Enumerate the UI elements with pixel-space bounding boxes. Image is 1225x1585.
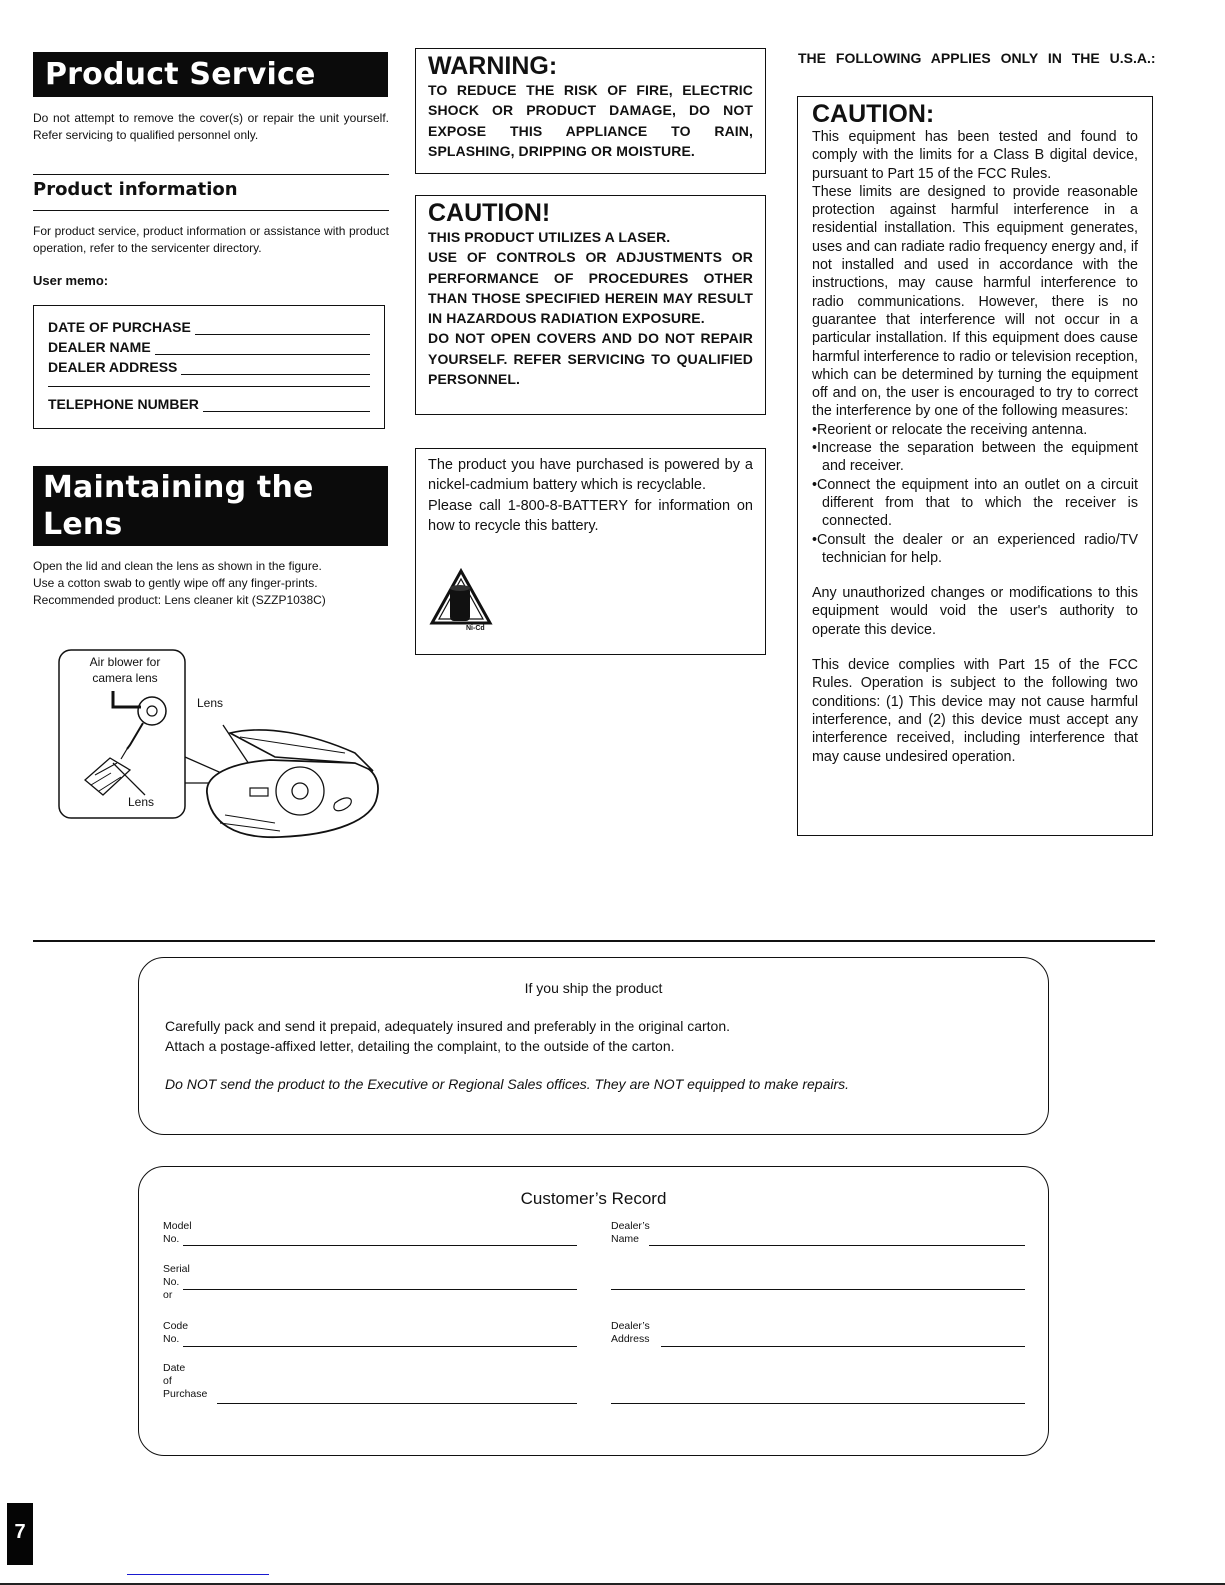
field-label: No.	[163, 1276, 180, 1288]
memo-address-continuation-line[interactable]	[48, 375, 370, 387]
code-no-line[interactable]	[183, 1346, 577, 1347]
lens-label: Lens	[197, 696, 224, 710]
battery-call-text: Please call 1-800-8-BATTERY for information on how to recycle this battery.	[428, 497, 753, 534]
fcc-paragraph: This equipment has been tested and found to comply with the limits for a Class B digital device, pursuant to Part 15 of the FCC Rules.	[812, 129, 1138, 182]
record-field-serial-no[interactable]	[163, 1263, 190, 1302]
field-label: or	[163, 1289, 173, 1301]
warning-box	[415, 48, 766, 174]
memo-field-dealer-name[interactable]	[48, 335, 370, 355]
heading-line: Maintaining the	[43, 470, 314, 505]
product-service-text: Do not attempt to remove the cover(s) or repair the unit yourself. Refer servicing to qualified personnel only.	[33, 111, 389, 142]
maintaining-lens-heading	[33, 466, 388, 546]
field-label: Dealer’s	[611, 1320, 650, 1332]
maintaining-lens-text	[33, 558, 393, 609]
memo-label: DATE OF PURCHASE	[48, 319, 191, 335]
laser-caution-title: CAUTION!	[428, 199, 551, 227]
field-label: No.	[163, 1233, 180, 1245]
fcc-bullet: •Connect the equipment into an outlet on a circuit different from that to which the receiver is connected.	[812, 476, 1138, 530]
laser-caution-line: THIS PRODUCT UTILIZES A LASER.	[428, 229, 671, 245]
divider	[33, 210, 389, 211]
record-field-dealer-address[interactable]	[611, 1320, 650, 1346]
fcc-text	[812, 128, 1138, 766]
fcc-paragraph: These limits are designed to provide reasonable protection against harmful interference in a residential installation. This equipment generates, uses and can radiate radio frequency energy and, if not installed and used in accordance with the instructions, may cause harmful interference to radio communications. However, there is no guarantee that interference will not occur in a particular installation. If this equipment does cause harmful interference to radio or television reception, which can be determined by turning the equipment off and on, the user is encouraged to try to correct the interference by one of the following measures:	[812, 183, 1138, 420]
record-field-model-no[interactable]	[163, 1220, 192, 1246]
date-of-purchase-line[interactable]	[217, 1403, 577, 1404]
product-information-heading: Product information	[33, 179, 238, 200]
shipping-instructions	[165, 1016, 1022, 1056]
record-field-code-no[interactable]	[163, 1320, 188, 1346]
warning-text: TO REDUCE THE RISK OF FIRE, ELECTRIC SHOCK OR PRODUCT DAMAGE, DO NOT EXPOSE THIS APPLIANCE TO RAIN, SPLASHING, DRIPPING OR MOISTURE.	[428, 82, 753, 159]
memo-input-line[interactable]	[195, 320, 370, 335]
memo-field-date-of-purchase[interactable]	[48, 315, 370, 335]
field-label: Address	[611, 1333, 650, 1345]
memo-label: TELEPHONE NUMBER	[48, 396, 199, 412]
user-memo-box	[33, 305, 385, 429]
fcc-bullet: •Consult the dealer or an experienced radio/TV technician for help.	[812, 531, 1138, 566]
fcc-caution-box	[797, 96, 1153, 836]
instruction-line: Use a cotton swab to gently wipe off any finger-prints.	[33, 576, 318, 590]
dealer-address-line-2[interactable]	[611, 1403, 1025, 1404]
model-no-line[interactable]	[183, 1245, 577, 1246]
laser-caution-box	[415, 195, 766, 415]
field-label: Name	[611, 1233, 640, 1245]
lens-cleaning-figure	[55, 645, 385, 845]
memo-input-line[interactable]	[155, 340, 370, 355]
page-number: 7	[7, 1503, 33, 1565]
field-label: Date	[163, 1362, 186, 1374]
record-field-dealer-name[interactable]	[611, 1220, 650, 1246]
battery-recycle-box	[415, 448, 766, 655]
memo-label: DEALER ADDRESS	[48, 359, 178, 375]
fcc-bullet: •Reorient or relocate the receiving antenna.	[812, 421, 1088, 438]
field-label: Purchase	[163, 1388, 208, 1400]
laser-caution-line: USE OF CONTROLS OR ADJUSTMENTS OR PERFORMANCE OF PROCEDURES OTHER THAN THOSE SPECIFIED HEREIN MAY RESULT IN HAZARDOUS RADIATION EXPOSURE.	[428, 249, 753, 327]
laser-caution-line: DO NOT OPEN COVERS AND DO NOT REPAIR YOURSELF. REFER SERVICING TO QUALIFIED PERSONNEL.	[428, 330, 753, 388]
user-memo-label: User memo:	[33, 273, 109, 288]
lens-label: Lens	[128, 795, 155, 809]
customer-record-title: Customer’s Record	[520, 1189, 667, 1208]
field-label: Dealer’s	[611, 1220, 650, 1232]
usa-only-heading: THE FOLLOWING APPLIES ONLY IN THE U.S.A.:	[798, 50, 1156, 66]
field-label: Model	[163, 1220, 192, 1232]
product-service-heading: Product Service	[33, 52, 388, 97]
shipping-title: If you ship the product	[524, 980, 663, 996]
serial-no-line[interactable]	[183, 1289, 577, 1290]
dealer-address-line[interactable]	[661, 1346, 1025, 1347]
link-underline[interactable]	[127, 1574, 269, 1575]
air-blower-label: Air blower for camera lens	[89, 655, 161, 685]
record-field-date-of-purchase[interactable]	[163, 1362, 207, 1401]
shipping-line: Carefully pack and send it prepaid, adequately insured and preferably in the original carton.	[165, 1018, 731, 1034]
instruction-line: Recommended product: Lens cleaner kit (SZZP1038C)	[33, 593, 326, 607]
memo-field-telephone-number[interactable]	[48, 392, 370, 412]
section-separator	[33, 940, 1155, 942]
field-label: Serial	[163, 1263, 190, 1275]
dealer-name-line-2[interactable]	[611, 1289, 1025, 1290]
divider	[33, 174, 389, 175]
field-label: of	[163, 1375, 172, 1387]
dealer-name-line[interactable]	[649, 1245, 1025, 1246]
heading-line: Lens	[43, 507, 123, 542]
fcc-caution-title: CAUTION:	[812, 100, 935, 128]
fcc-bullet: •Increase the separation between the equipment and receiver.	[812, 440, 1138, 475]
customer-record-panel	[138, 1166, 1049, 1456]
field-label: Code	[163, 1320, 189, 1332]
battery-text: The product you have purchased is powered by a nickel-cadmium battery which is recyclable.	[428, 457, 753, 494]
field-label: No.	[163, 1333, 180, 1345]
instruction-line: Open the lid and clean the lens as shown in the figure.	[33, 559, 322, 573]
fcc-paragraph: Any unauthorized changes or modifications to this equipment would void the user's authority to operate this device.	[812, 585, 1138, 638]
fcc-paragraph: This device complies with Part 15 of the FCC Rules. Operation is subject to the following two conditions: (1) This device may not cause harmful interference, and (2) this device must accept any interference received, including interference that may cause undesired operation.	[812, 657, 1138, 765]
shipping-line: Attach a postage-affixed letter, detailing the complaint, to the outside of the carton.	[165, 1038, 675, 1054]
memo-input-line[interactable]	[203, 397, 370, 412]
memo-label: DEALER NAME	[48, 339, 151, 355]
shipping-note: Do NOT send the product to the Executive or Regional Sales offices. They are NOT equipped to make repairs.	[165, 1076, 850, 1092]
product-information-text: For product service, product information or assistance with product operation, refer to the servicenter directory.	[33, 224, 389, 255]
warning-title: WARNING:	[428, 52, 558, 80]
rbrc-recycle-icon	[426, 567, 496, 639]
ni-cd-label: Ni-Cd	[466, 625, 485, 632]
shipping-panel	[138, 957, 1049, 1135]
memo-field-dealer-address[interactable]	[48, 355, 370, 375]
memo-input-line[interactable]	[181, 360, 370, 375]
